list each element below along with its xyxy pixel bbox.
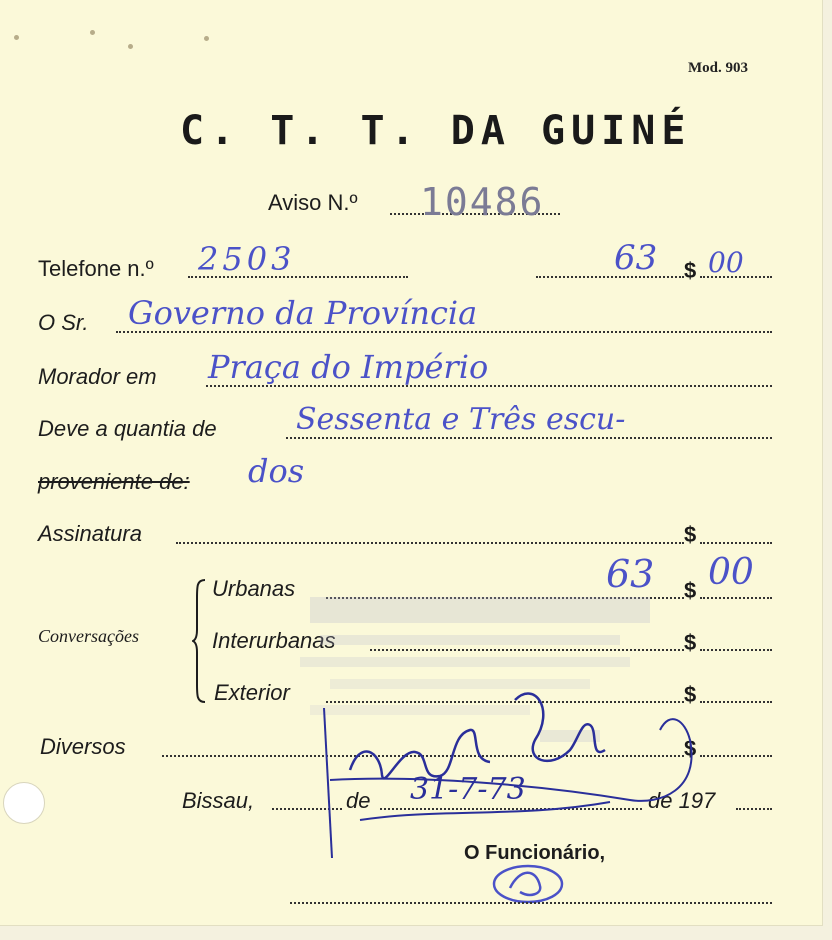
urbanas-label: Urbanas: [212, 576, 296, 601]
de-year-label: de 197: [648, 788, 716, 813]
paper-speck: [204, 36, 209, 41]
deve-value: Sessenta e Três escu-: [296, 402, 626, 437]
morador-value: Praça do Império: [208, 348, 489, 386]
assinatura-dotted-line: [176, 542, 684, 544]
dollar-sign: $: [684, 630, 697, 655]
urbanas-cents-line: [700, 597, 772, 599]
model-number: Mod. 903: [688, 60, 748, 76]
amount-total: 63: [614, 238, 658, 278]
assinatura-label: Assinatura: [38, 521, 142, 546]
proveniente-label: proveniente de:: [38, 469, 190, 494]
urbanas-value: 63: [606, 552, 655, 596]
diversos-label: Diversos: [40, 734, 126, 759]
sr-label: O Sr.: [38, 310, 89, 335]
deve-dotted-line: [286, 437, 772, 439]
sr-value: Governo da Província: [128, 294, 478, 332]
exterior-cents-line: [700, 701, 772, 703]
telefone-value: 2503: [198, 240, 296, 278]
aviso-number: 10486: [420, 180, 545, 224]
telefone-label: Telefone n.º: [38, 256, 154, 281]
urbanas-cents: 00: [708, 552, 754, 593]
dollar-sign: $: [684, 682, 697, 707]
diversos-cents-line: [700, 755, 772, 757]
paper-speck: [14, 35, 19, 40]
dollar-sign: $: [684, 578, 697, 603]
paper-speck: [128, 44, 133, 49]
interurbanas-cents-line: [700, 649, 772, 651]
exterior-label: Exterior: [214, 680, 290, 705]
amount-total-cents: 00: [708, 246, 744, 279]
de-label: de: [346, 788, 371, 813]
bissau-label: Bissau,: [182, 788, 255, 813]
aviso-label: Aviso N.º: [268, 190, 358, 215]
proveniente-value: dos: [248, 452, 305, 490]
dollar-sign: $: [684, 258, 697, 283]
year-dotted-line: [736, 808, 772, 810]
dollar-sign: $: [684, 736, 697, 761]
funcionario-initials-icon: [490, 858, 570, 908]
punch-hole: [3, 782, 45, 824]
cents-dotted-line: [700, 276, 772, 278]
deve-label: Deve a quantia de: [38, 416, 217, 441]
date-value: 31-7-73: [410, 772, 526, 807]
assinatura-cents-line: [700, 542, 772, 544]
funcionario-label: O Funcionário,: [464, 842, 606, 864]
morador-label: Morador em: [38, 364, 157, 389]
amount-dotted-line: [536, 276, 684, 278]
interurbanas-label: Interurbanas: [212, 628, 336, 653]
dollar-sign: $: [684, 522, 697, 547]
brace-icon: [192, 578, 206, 704]
funcionario-dotted-line: [290, 902, 772, 904]
conversacoes-label: Conversações: [38, 626, 139, 646]
form-title: C. T. T. DA GUINÉ: [180, 108, 692, 154]
paper-speck: [90, 30, 95, 35]
